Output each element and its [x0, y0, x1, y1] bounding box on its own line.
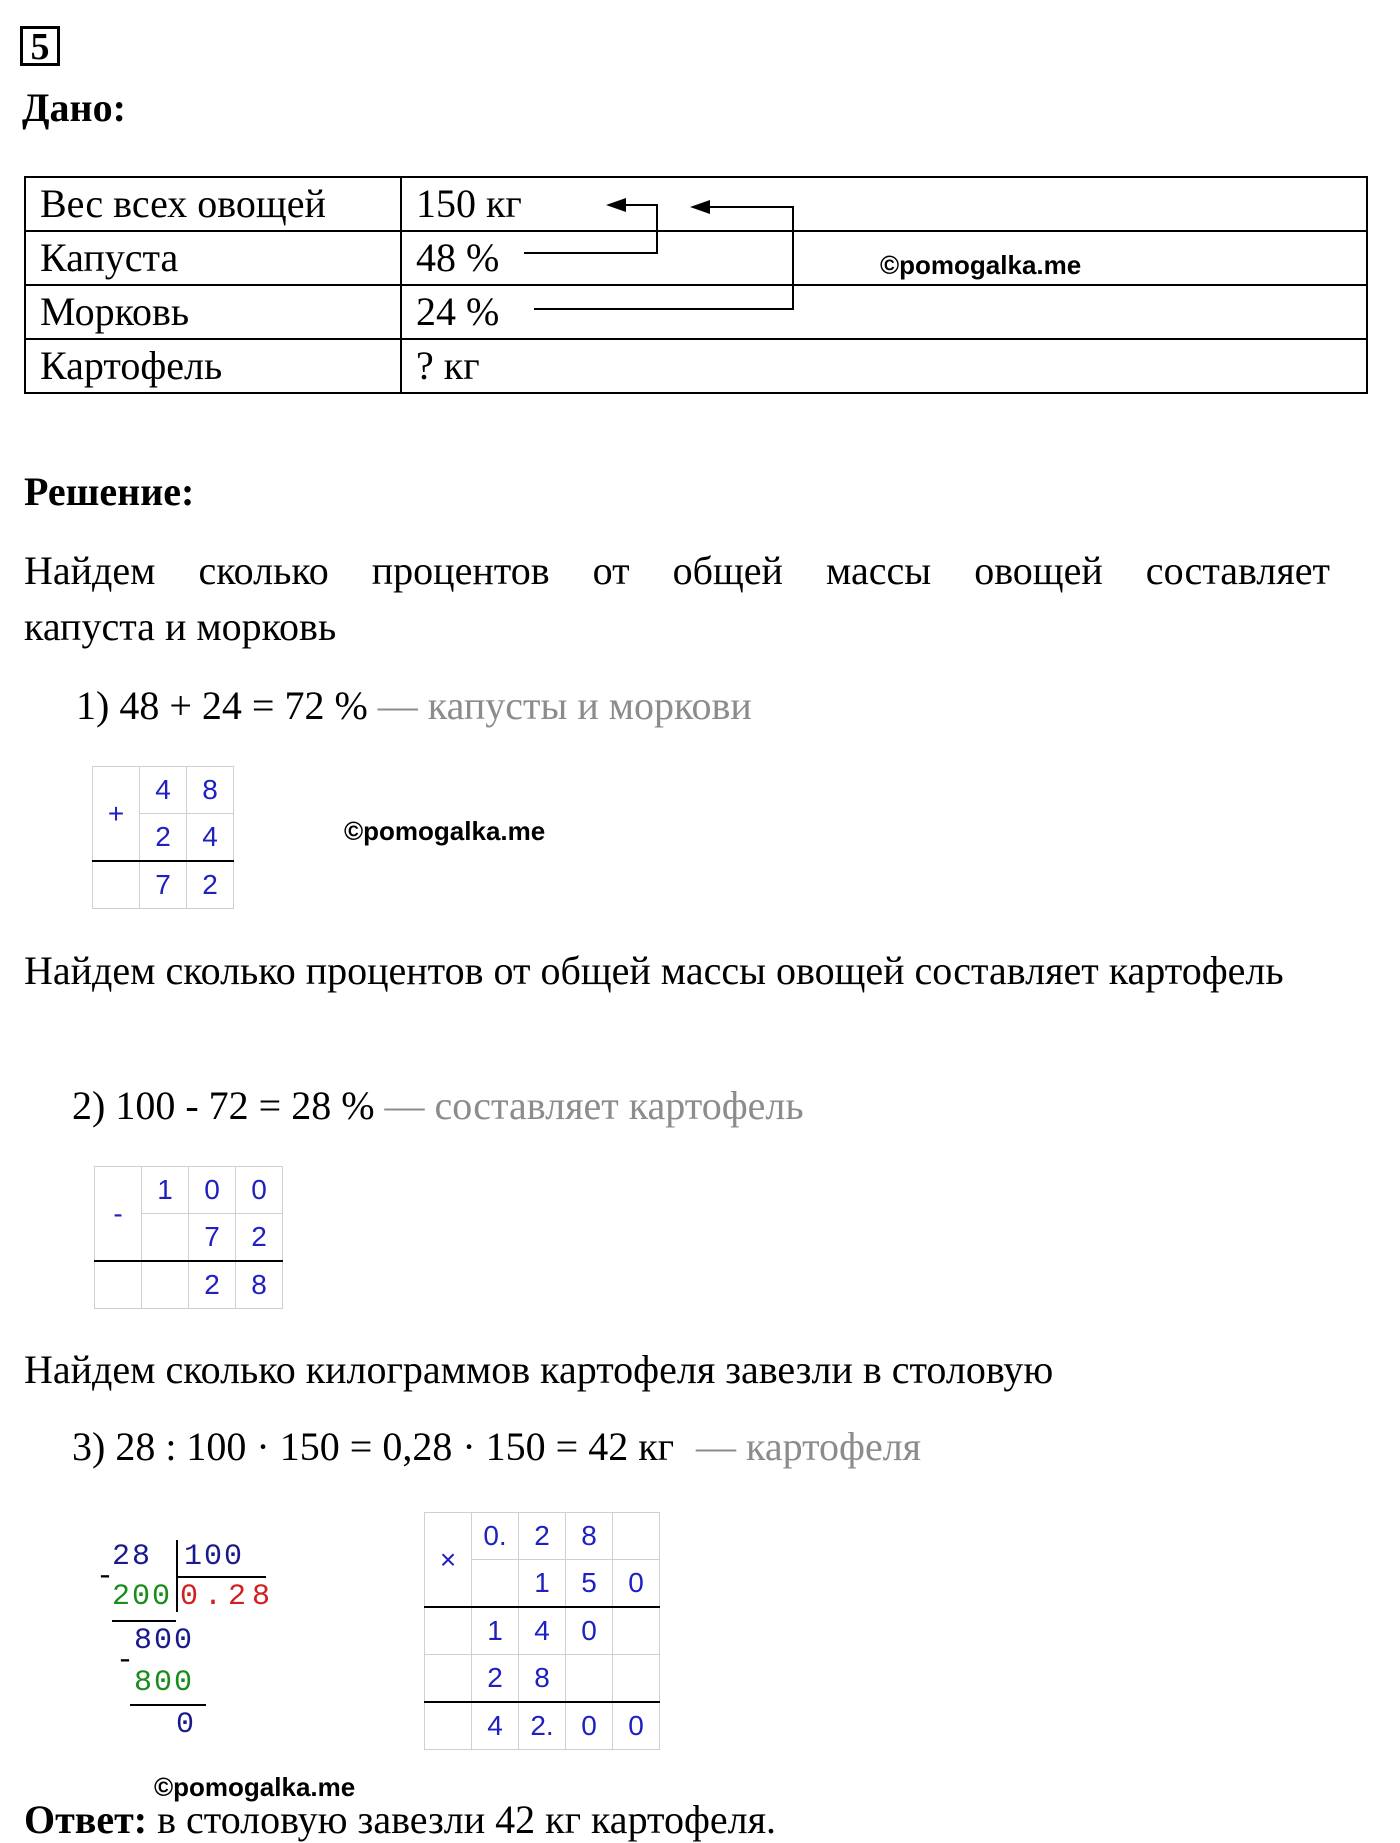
step-2	[72, 1082, 804, 1129]
given-value: ? кг	[401, 339, 1367, 393]
step-2-expr: 2) 100 - 72 = 28 %	[72, 1083, 375, 1128]
calc-digit: 4	[187, 814, 234, 862]
calc-empty	[425, 1655, 472, 1703]
step-3-note: — картофеля	[696, 1424, 922, 1469]
arrowhead-icon	[690, 200, 710, 214]
calc-digit: 7	[140, 861, 187, 909]
minus-sign: -	[95, 1167, 142, 1262]
division-minus: -	[96, 1560, 117, 1594]
calc-digit: 2	[187, 861, 234, 909]
calc-digit: 8	[566, 1513, 613, 1560]
calc-digit: 2.	[519, 1702, 566, 1750]
division-line	[176, 1576, 266, 1578]
division-quotient: 0.28	[180, 1580, 277, 1614]
arrowhead-icon	[606, 198, 626, 212]
reference-arrows	[0, 0, 1400, 400]
times-sign: ×	[425, 1513, 472, 1608]
solution-text-3: Найдем сколько килограммов картофеля завезли в столовую	[24, 1347, 1054, 1392]
calc-digit	[613, 1655, 660, 1703]
calc-digit	[472, 1560, 519, 1608]
plus-sign: +	[93, 767, 140, 862]
given-label: Вес всех овощей	[25, 177, 401, 231]
given-label: Капуста	[25, 231, 401, 285]
calc-digit: 4	[472, 1702, 519, 1750]
subtraction-calc	[94, 1166, 283, 1309]
calc-digit: 0	[566, 1607, 613, 1655]
calc-empty	[425, 1607, 472, 1655]
arrow-cabbage-to-total	[524, 205, 657, 253]
calc-digit: 5	[566, 1560, 613, 1608]
calc-digit: 1	[519, 1560, 566, 1608]
calc-digit: 0.	[472, 1513, 519, 1560]
step-2-note: — составляет картофель	[384, 1083, 804, 1128]
calc-digit: 2	[472, 1655, 519, 1703]
calc-empty	[425, 1702, 472, 1750]
calc-empty	[95, 1261, 142, 1309]
task-number: 5	[20, 26, 60, 66]
step-1	[76, 682, 752, 729]
step-1-expr: 1) 48 + 24 = 72 %	[76, 683, 368, 728]
division-minus: -	[116, 1644, 137, 1678]
solution-heading: Решение:	[24, 469, 195, 514]
step-1-note: — капусты и моркови	[377, 683, 752, 728]
given-value: 48 %	[401, 231, 1367, 285]
calc-digit: 0	[236, 1167, 283, 1214]
watermark: ©pomogalka.me	[154, 1772, 356, 1802]
calc-digit: 0	[613, 1560, 660, 1608]
solution-text-1b: капуста и морковь	[24, 604, 337, 649]
given-value: 24 %	[401, 285, 1367, 339]
calc-digit: 1	[142, 1167, 189, 1214]
calc-digit: 8	[519, 1655, 566, 1703]
answer	[24, 1796, 776, 1843]
division-divisor: 100	[184, 1540, 245, 1574]
division-dividend: 28	[112, 1540, 153, 1574]
calc-digit	[142, 1261, 189, 1309]
calc-digit: 7	[189, 1214, 236, 1262]
calc-digit: 2	[189, 1261, 236, 1309]
calc-digit: 2	[140, 814, 187, 862]
answer-text: в столовую завезли 42 кг картофеля.	[157, 1797, 777, 1842]
multiplication-calc	[424, 1512, 660, 1750]
step-3	[72, 1423, 921, 1470]
calc-digit: 4	[140, 767, 187, 814]
division-sub2: 800	[134, 1666, 195, 1700]
step-3-expr: 3) 28 : 100 · 150 = 0,28 · 150 = 42 кг	[72, 1424, 675, 1469]
calc-digit: 4	[519, 1607, 566, 1655]
calc-digit	[613, 1513, 660, 1560]
calc-digit: 1	[472, 1607, 519, 1655]
calc-empty	[93, 861, 140, 909]
division-sub1: 200	[112, 1580, 173, 1614]
answer-label: Ответ:	[24, 1797, 148, 1842]
calc-digit: 0	[189, 1167, 236, 1214]
watermark: ©pomogalka.me	[344, 816, 546, 846]
calc-digit: 8	[236, 1261, 283, 1309]
calc-digit	[566, 1655, 613, 1703]
arrow-carrot-to-total	[534, 207, 793, 309]
calc-digit: 2	[236, 1214, 283, 1262]
long-division	[96, 1540, 296, 1760]
division-line	[130, 1704, 206, 1706]
division-line	[112, 1620, 176, 1622]
given-value: 150 кг	[401, 177, 1367, 231]
given-label: Морковь	[25, 285, 401, 339]
given-heading: Дано:	[22, 85, 126, 130]
calc-digit	[142, 1214, 189, 1262]
calc-digit: 0	[566, 1702, 613, 1750]
solution-text-1a: Найдем сколько процентов от общей массы овощей составляет	[24, 548, 1330, 593]
watermark: ©pomogalka.me	[880, 250, 1082, 280]
division-rem1: 800	[134, 1624, 195, 1658]
given-label: Картофель	[25, 339, 401, 393]
calc-digit	[613, 1607, 660, 1655]
addition-calc	[92, 766, 234, 909]
calc-digit: 8	[187, 767, 234, 814]
division-rem2: 0	[176, 1708, 197, 1742]
solution-text-2: Найдем сколько процентов от общей массы овощей составляет картофель	[24, 948, 1284, 993]
calc-digit: 2	[519, 1513, 566, 1560]
calc-digit: 0	[613, 1702, 660, 1750]
